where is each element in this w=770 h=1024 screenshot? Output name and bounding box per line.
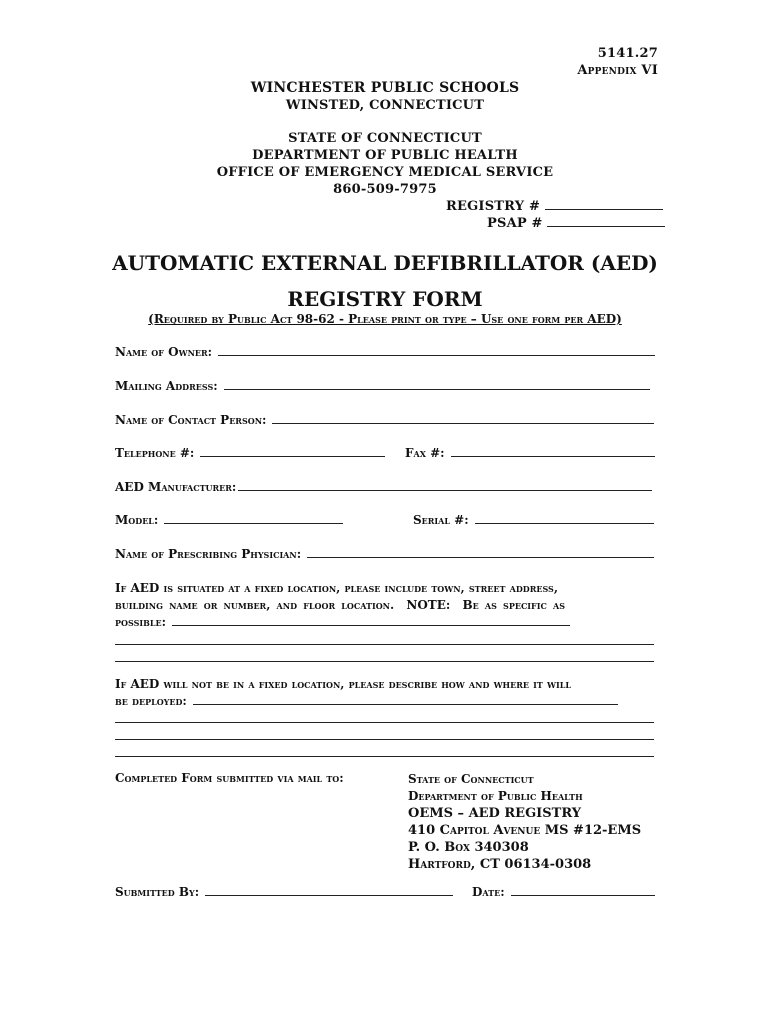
physician-field[interactable] xyxy=(115,547,654,561)
appendix-label: Appendix VI xyxy=(577,63,658,78)
mobile-location-field[interactable] xyxy=(115,694,618,708)
telephone-line[interactable] xyxy=(200,455,385,457)
fax-field[interactable] xyxy=(405,446,655,460)
address-line-1: State of Connecticut xyxy=(408,772,534,786)
fixed-location-instructions-line2 xyxy=(115,598,660,612)
fixed-location-line3[interactable] xyxy=(115,660,654,662)
submission-label: Completed Form submitted via mail to: xyxy=(115,771,344,785)
registry-label: REGISTRY # xyxy=(446,199,541,214)
psap-label: PSAP # xyxy=(487,216,543,231)
serial-label: Serial #: xyxy=(413,513,469,527)
office-name: OFFICE OF EMERGENCY MEDICAL SERVICE xyxy=(216,165,554,180)
physician-line[interactable] xyxy=(307,556,654,558)
date-field[interactable] xyxy=(472,885,655,899)
contact-line[interactable] xyxy=(272,422,654,424)
fixed-location-line1[interactable] xyxy=(172,624,570,626)
fax-label: Fax #: xyxy=(405,446,445,460)
psap-line[interactable] xyxy=(547,225,665,227)
model-label: Model: xyxy=(115,513,159,527)
mobile-location-label: be deployed: xyxy=(115,694,187,708)
serial-line[interactable] xyxy=(475,522,654,524)
mobile-location-line1[interactable] xyxy=(193,703,618,705)
address-line-3: OEMS – AED REGISTRY xyxy=(408,806,581,821)
address-line-6: Hartford, CT 06134-0308 xyxy=(408,857,592,872)
manufacturer-line[interactable] xyxy=(238,489,652,491)
fixed-location-line2[interactable] xyxy=(115,643,654,645)
contact-field[interactable] xyxy=(115,413,654,427)
mailing-field[interactable] xyxy=(115,379,650,393)
fixed-location-note-label: NOTE: xyxy=(406,598,451,612)
address-line-2: Department of Public Health xyxy=(408,789,583,803)
owner-label: Name of Owner: xyxy=(115,345,213,359)
address-line-5: P. O. Box 340308 xyxy=(408,840,529,855)
policy-code: 5141.27 xyxy=(597,46,658,61)
mailing-line[interactable] xyxy=(224,388,650,390)
mailing-label: Mailing Address: xyxy=(115,379,218,393)
fixed-location-text2: building name or number, and floor location. xyxy=(115,598,395,612)
form-requirement-note: (Required by Public Act 98-62 - Please print or type – Use one form per AED) xyxy=(148,312,622,326)
model-line[interactable] xyxy=(164,522,343,524)
address-line-4: 410 Capitol Avenue MS #12-EMS xyxy=(408,823,642,838)
state-name: STATE OF CONNECTICUT xyxy=(288,131,482,146)
registry-field[interactable] xyxy=(446,199,663,214)
psap-field[interactable] xyxy=(487,216,665,231)
submitted-by-line[interactable] xyxy=(205,894,453,896)
contact-label: Name of Contact Person: xyxy=(115,413,267,427)
mobile-location-instructions-line1: If AED will not be in a fixed location, please describe how and where it will xyxy=(115,677,571,691)
mobile-location-line4[interactable] xyxy=(115,755,654,757)
office-phone: 860-509-7975 xyxy=(333,182,437,197)
physician-label: Name of Prescribing Physician: xyxy=(115,547,302,561)
owner-line[interactable] xyxy=(218,354,655,356)
fixed-location-field[interactable] xyxy=(115,615,570,629)
owner-field[interactable] xyxy=(115,345,655,359)
fixed-location-instructions-line1: If AED is situated at a fixed location, please include town, street address, xyxy=(115,581,558,595)
telephone-label: Telephone #: xyxy=(115,446,195,460)
submitted-by-label: Submitted By: xyxy=(115,885,200,899)
district-name: WINCHESTER PUBLIC SCHOOLS xyxy=(250,80,520,96)
form-subtitle: REGISTRY FORM xyxy=(287,287,483,311)
serial-field[interactable] xyxy=(413,513,654,527)
form-title: AUTOMATIC EXTERNAL DEFIBRILLATOR (AED) xyxy=(112,251,658,275)
department-name: DEPARTMENT OF PUBLIC HEALTH xyxy=(252,148,518,163)
date-label: Date: xyxy=(472,885,505,899)
mobile-location-line3[interactable] xyxy=(115,738,654,740)
submission-address xyxy=(408,771,641,873)
registry-line[interactable] xyxy=(545,208,663,210)
submitted-by-field[interactable] xyxy=(115,885,453,899)
mobile-location-line2[interactable] xyxy=(115,721,654,723)
manufacturer-label: AED Manufacturer: xyxy=(115,480,237,494)
district-town: WINSTED, CONNECTICUT xyxy=(285,98,485,113)
date-line[interactable] xyxy=(511,894,655,896)
telephone-field[interactable] xyxy=(115,446,385,460)
fixed-location-label: possible: xyxy=(115,615,167,629)
fax-line[interactable] xyxy=(451,455,655,457)
fixed-location-note-text: Be as specific as xyxy=(462,598,565,612)
manufacturer-field[interactable] xyxy=(115,480,652,494)
model-field[interactable] xyxy=(115,513,343,527)
